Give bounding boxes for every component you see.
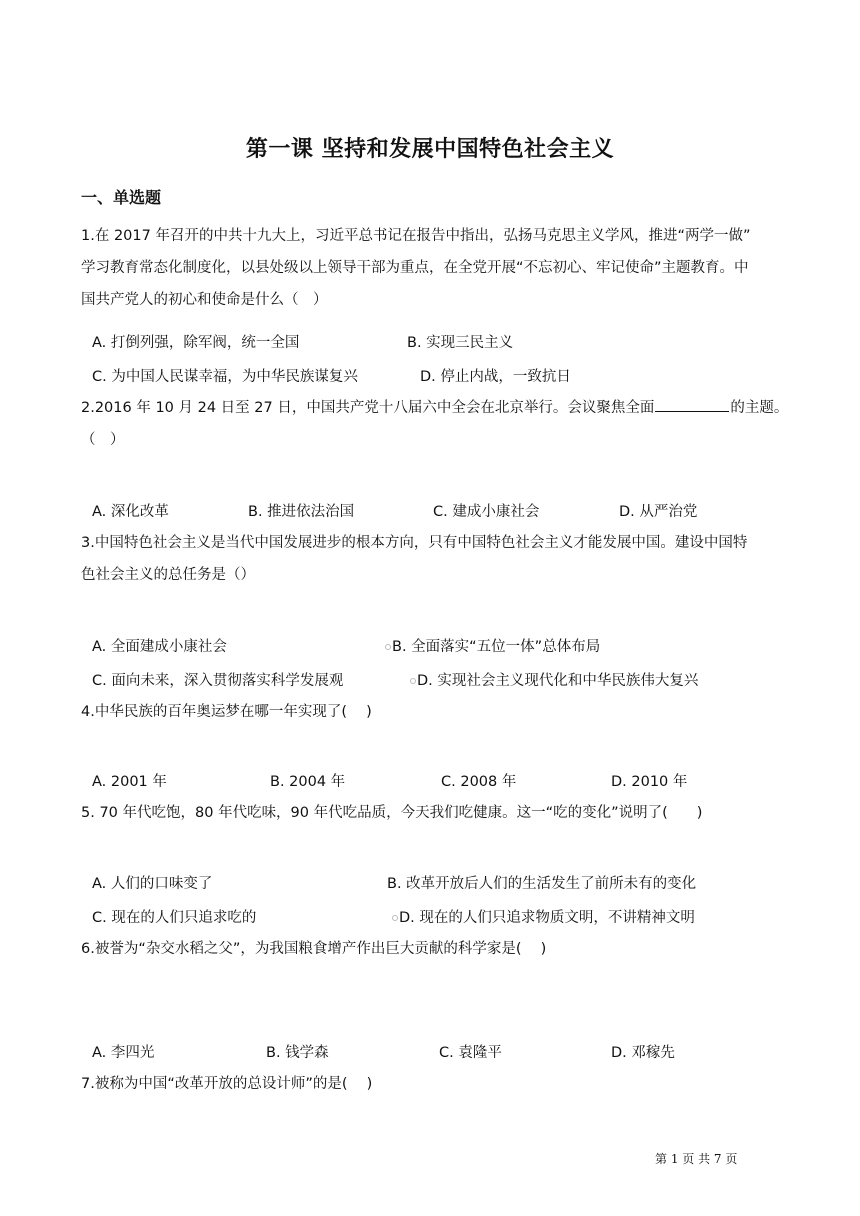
question-2-option-d[interactable]: D. 从严治党 xyxy=(619,504,698,520)
question-6-option-a[interactable]: A. 李四光 xyxy=(92,1045,155,1061)
question-1-option-c[interactable]: C. 为中国人民谋幸福，为中华民族谋复兴 xyxy=(92,369,358,385)
question-5-option-c[interactable]: C. 现在的人们只追求吃的 xyxy=(92,910,257,926)
question-4-option-a[interactable]: A. 2001 年 xyxy=(92,774,167,790)
fill-in-blank xyxy=(655,397,729,412)
document-title: 第一课 坚持和发展中国特色社会主义 xyxy=(245,137,615,162)
question-3-option-d-label: D. 实现社会主义现代化和中华民族伟大复兴 xyxy=(417,673,699,689)
question-2-option-c[interactable]: C. 建成小康社会 xyxy=(433,504,540,520)
question-6-option-b[interactable]: B. 钱学森 xyxy=(266,1045,329,1061)
question-2-line-2: （ ） xyxy=(81,432,125,448)
question-2-option-b[interactable]: B. 推进依法治国 xyxy=(248,504,355,520)
question-6-option-d[interactable]: D. 邓稼先 xyxy=(611,1045,675,1061)
marker-dot-icon xyxy=(385,644,391,650)
question-6-option-c[interactable]: C. 袁隆平 xyxy=(439,1045,502,1061)
question-6-line-1: 6.被誉为“杂交水稻之父”，为我国粮食增产作出巨大贡献的科学家是( ) xyxy=(81,941,547,957)
question-4-line-1: 4.中华民族的百年奥运梦在哪一年实现了( ) xyxy=(81,704,372,720)
question-3-option-c[interactable]: C. 面向未来，深入贯彻落实科学发展观 xyxy=(92,673,344,689)
question-4-option-b[interactable]: B. 2004 年 xyxy=(270,774,346,790)
question-7-line-1: 7.被称为中国“改革开放的总设计师”的是( ) xyxy=(81,1076,373,1092)
question-3-line-1: 3.中国特色社会主义是当代中国发展进步的根本方向，只有中国特色社会主义才能发展中国。建设中国特 xyxy=(81,535,748,551)
question-2-text-after: 的主题。 xyxy=(730,400,789,416)
question-2-line-1 xyxy=(81,393,788,424)
question-5-option-d[interactable] xyxy=(392,906,695,927)
question-4-option-d[interactable]: D. 2010 年 xyxy=(611,774,688,790)
question-1-line-3: 国共产党人的初心和使命是什么（ ） xyxy=(81,292,328,308)
page-footer: 第 1 页 共 7 页 xyxy=(655,1152,738,1166)
question-3-option-b-label: B. 全面落实“五位一体”总体布局 xyxy=(392,639,601,655)
question-5-option-d-label: D. 现在的人们只追求物质文明，不讲精神文明 xyxy=(399,910,695,926)
question-1-option-a[interactable]: A. 打倒列强，除军阀，统一全国 xyxy=(92,335,300,351)
question-3-option-a[interactable]: A. 全面建成小康社会 xyxy=(92,639,227,655)
question-4-option-c[interactable]: C. 2008 年 xyxy=(441,774,517,790)
question-3-line-2: 色社会主义的总任务是（） xyxy=(81,567,255,583)
question-2-option-a[interactable]: A. 深化改革 xyxy=(92,504,169,520)
marker-dot-icon xyxy=(392,915,398,921)
question-3-option-d[interactable] xyxy=(410,669,698,690)
question-1-option-b[interactable]: B. 实现三民主义 xyxy=(407,335,514,351)
question-1-option-d[interactable]: D. 停止内战，一致抗日 xyxy=(420,369,571,385)
section-heading: 一、单选题 xyxy=(81,188,162,207)
question-2-text-before: 2.2016 年 10 月 24 日至 27 日，中国共产党十八届六中全会在北京举行。会议聚焦全面 xyxy=(81,400,655,416)
question-1-line-1: 1.在 2017 年召开的中共十九大上，习近平总书记在报告中指出，弘扬马克思主义学风，推进“两学一做” xyxy=(81,228,751,244)
question-1-line-2: 学习教育常态化制度化，以县处级以上领导干部为重点，在全党开展“不忘初心、牢记使命”主题教育。中 xyxy=(81,260,749,276)
question-3-option-b[interactable] xyxy=(385,635,600,656)
question-5-line-1: 5. 70 年代吃饱，80 年代吃味，90 年代吃品质，今天我们吃健康。这一“吃的变化”说明了( ) xyxy=(81,805,703,821)
question-5-option-b[interactable]: B. 改革开放后人们的生活发生了前所未有的变化 xyxy=(387,876,697,892)
question-5-option-a[interactable]: A. 人们的口味变了 xyxy=(92,876,213,892)
marker-dot-icon xyxy=(410,678,416,684)
